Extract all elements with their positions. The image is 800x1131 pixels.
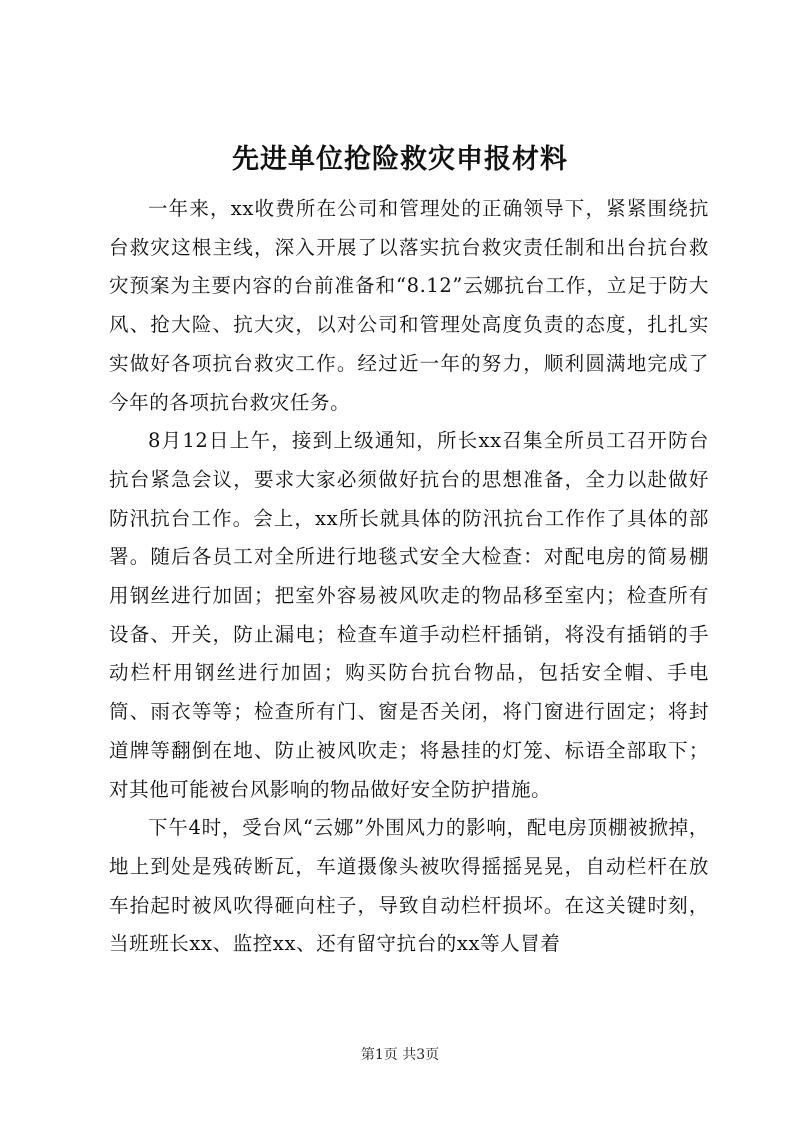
paragraph-3: 下午4时，受台风“云娜”外围风力的影响，配电房顶棚被掀掉，地上到处是残砖断瓦，车道摄像头被吹得摇摇晃晃，自动栏杆在放车抬起时被风吹得砸向柱子，导致自动栏杆损坏。在这关键时刻，当班班长xx、监控xx、还有留守抗台的xx等人冒着 — [109, 816, 709, 956]
document-title: 先进单位抢险救灾申报材料 — [232, 144, 568, 175]
document-body — [109, 190, 709, 964]
page-number-footer: 第1页 共3页 — [360, 1047, 440, 1063]
paragraph-2: 8月12日上午，接到上级通知，所长xx召集全所员工召开防台抗台紧急会议，要求大家必须做好抗台的思想准备，全力以赴做好防汛抗台工作。会上，xx所长就具体的防汛抗台工作作了具体的部署。随后各员工对全所进行地毯式安全大检查：对配电房的简易棚用钢丝进行加固；把室外容易被风吹走的物品移至室内；检查所有设备、开关，防止漏电；检查车道手动栏杆插销，将没有插销的手动栏杆用钢丝进行加固；购买防台抗台物品，包括安全帽、手电筒、雨衣等等；检查所有门、窗是否关闭，将门窗进行固定；将封道牌等翻倒在地、防止被风吹走；将悬挂的灯笼、标语全部取下；对其他可能被台风影响的物品做好安全防护措施。 — [109, 429, 709, 801]
paragraph-1: 一年来，xx收费所在公司和管理处的正确领导下，紧紧围绕抗台救灾这根主线，深入开展了以落实抗台救灾责任制和出台抗台救灾预案为主要内容的台前准备和“8.12”云娜抗台工作，立足于防大风、抢大险、抗大灾，以对公司和管理处高度负责的态度，扎扎实实做好各项抗台救灾工作。经过近一年的努力，顺利圆满地完成了今年的各项抗台救灾任务。 — [109, 197, 709, 414]
